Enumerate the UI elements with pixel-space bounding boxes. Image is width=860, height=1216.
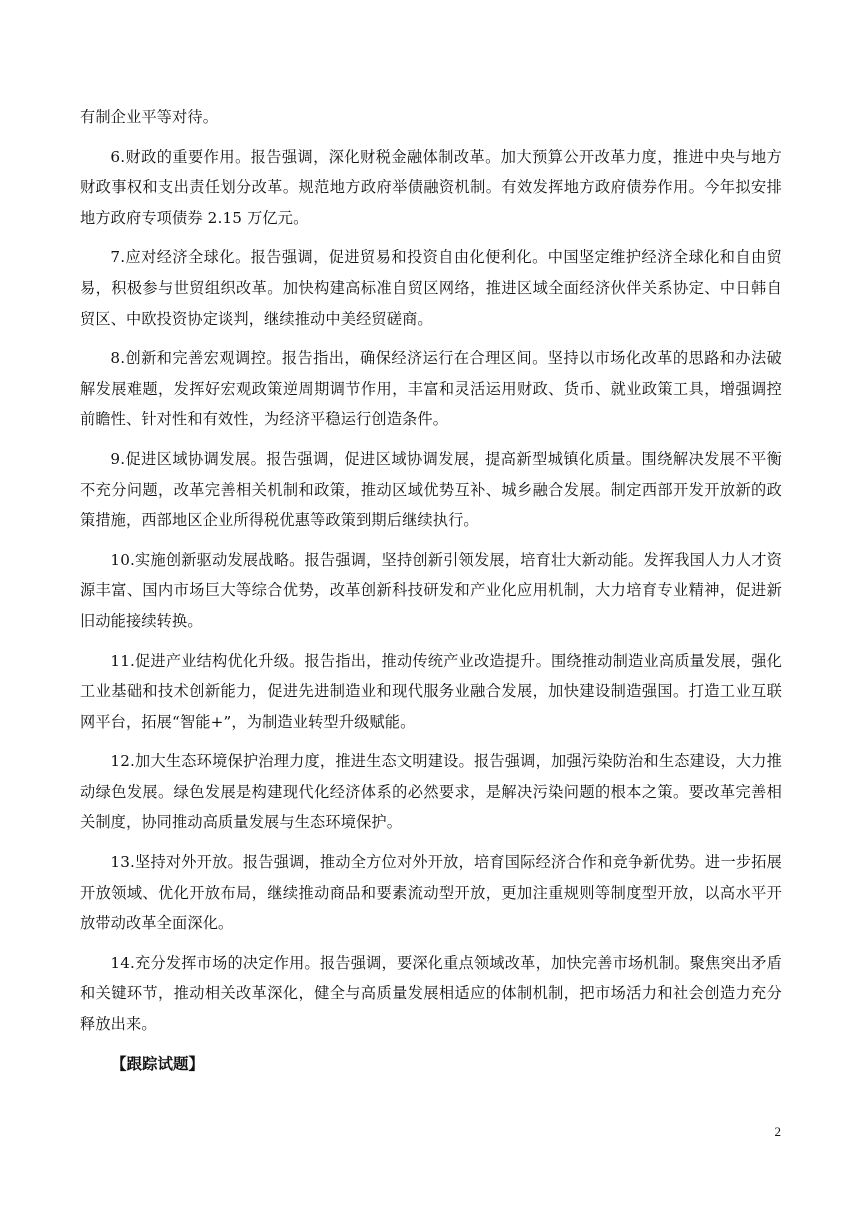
page-number: 2 — [774, 1124, 781, 1139]
paragraph-item-8: 8.创新和完善宏观调控。报告指出，确保经济运行在合理区间。坚持以市场化改革的思路和办法破解发展难题，发挥好宏观政策逆周期调节作用，丰富和灵活运用财政、货币、就业政策工具，增强调控前瞻性、针对性和有效性，为经济平稳运行创造条件。 — [80, 349, 782, 429]
paragraph-continuation: 有制企业平等对待。 — [80, 108, 219, 126]
section-heading: 【跟踪试题】 — [111, 1054, 205, 1073]
paragraph-item-6: 6.财政的重要作用。报告强调，深化财税金融体制改革。加大预算公开改革力度，推进中央与地方财政事权和支出责任划分改革。规范地方政府举债融资机制。有效发挥地方政府债券作用。今年拟安排地方政府专项债券 2.15 万亿元。 — [80, 147, 782, 227]
paragraph-item-10: 10.实施创新驱动发展战略。报告强调，坚持创新引领发展，培育壮大新动能。发挥我国人力人才资源丰富、国内市场巨大等综合优势，改革创新科技研发和产业化应用机制，大力培育专业精神，促进新旧动能接续转换。 — [80, 550, 782, 630]
paragraph-item-7: 7.应对经济全球化。报告强调，促进贸易和投资自由化便利化。中国坚定维护经济全球化和自由贸易，积极参与世贸组织改革。加快构建高标准自贸区网络，推进区域全面经济伙伴关系协定、中日韩自贸区、中欧投资协定谈判，继续推动中美经贸磋商。 — [80, 248, 782, 328]
paragraph-item-14: 14.充分发挥市场的决定作用。报告强调，要深化重点领域改革，加快完善市场机制。聚焦突出矛盾和关键环节，推动相关改革深化，健全与高质量发展相适应的体制机制，把市场活力和社会创造力充分释放出来。 — [80, 953, 782, 1034]
paragraph-item-9: 9.促进区域协调发展。报告强调，促进区域协调发展，提高新型城镇化质量。围绕解决发展不平衡不充分问题，改革完善相关机制和政策，推动区域优势互补、城乡融合发展。制定西部开发开放新的政策措施，西部地区企业所得税优惠等政策到期后继续执行。 — [80, 449, 782, 530]
document-body — [80, 102, 782, 1079]
paragraph-item-11: 11.促进产业结构优化升级。报告指出，推动传统产业改造提升。围绕推动制造业高质量发展，强化工业基础和技术创新能力，促进先进制造业和现代服务业融合发展，加快建设制造强国。打造工业互联网平台，拓展“智能+”，为制造业转型升级赋能。 — [80, 651, 782, 731]
paragraph-item-12: 12.加大生态环境保护治理力度，推进生态文明建设。报告强调，加强污染防治和生态建设，大力推动绿色发展。绿色发展是构建现代化经济体系的必然要求，是解决污染问题的根本之策。要改革完善相关制度，协同推动高质量发展与生态环境保护。 — [80, 752, 782, 832]
paragraph-item-13: 13.坚持对外开放。报告强调，推动全方位对外开放，培育国际经济合作和竞争新优势。进一步拓展开放领域、优化开放布局，继续推动商品和要素流动型开放，更加注重规则等制度型开放，以高水平开放带动改革全面深化。 — [80, 853, 782, 933]
